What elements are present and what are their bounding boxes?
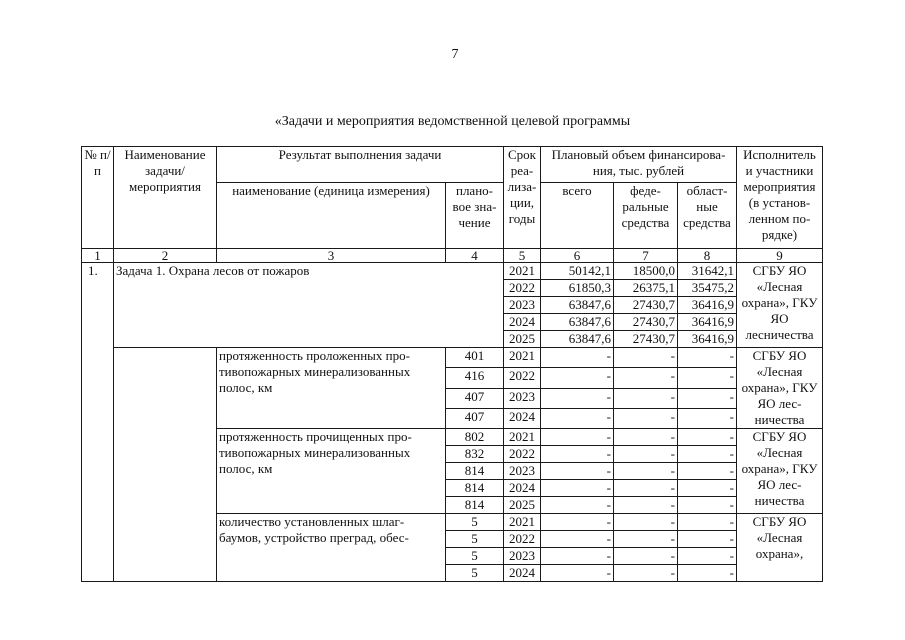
total-cell: - <box>541 463 614 480</box>
regional-cell: - <box>678 348 737 368</box>
total-cell: - <box>541 514 614 531</box>
page-number: 7 <box>451 47 459 62</box>
regional-cell: 31642,1 <box>678 263 737 280</box>
indicator-executor: СГБУ ЯО «Лесная охрана», ГКУ ЯО лес-ничества <box>737 348 823 429</box>
total-cell: - <box>541 348 614 368</box>
header-result-plan: плано-вое зна-чение <box>446 183 504 249</box>
total-cell: - <box>541 497 614 514</box>
regional-cell: - <box>678 446 737 463</box>
federal-cell: 18500,0 <box>614 263 678 280</box>
year-cell: 2022 <box>504 368 541 388</box>
total-cell: - <box>541 531 614 548</box>
indicator-row <box>82 348 823 368</box>
header-name: Наименование задачи/ мероприятия <box>114 147 217 249</box>
regional-cell: - <box>678 514 737 531</box>
regional-cell: - <box>678 497 737 514</box>
column-number-8: 8 <box>678 249 737 263</box>
total-cell: - <box>541 446 614 463</box>
federal-cell: - <box>614 548 678 565</box>
year-cell: 2023 <box>504 297 541 314</box>
year-cell: 2023 <box>504 463 541 480</box>
federal-cell: - <box>614 497 678 514</box>
header-executor: Исполнитель и участники мероприятия (в установ-ленном по-рядке) <box>737 147 823 249</box>
column-number-3: 3 <box>217 249 446 263</box>
year-cell: 2025 <box>504 331 541 348</box>
document-title: «Задачи и мероприятия ведомственной целевой программы <box>274 114 631 129</box>
regional-cell: - <box>678 531 737 548</box>
column-number-4: 4 <box>446 249 504 263</box>
regional-cell: - <box>678 429 737 446</box>
plan-value-cell: 401 <box>446 348 504 368</box>
header-result-name: наименование (единица измерения) <box>217 183 446 249</box>
regional-cell: - <box>678 463 737 480</box>
total-cell: - <box>541 548 614 565</box>
year-cell: 2021 <box>504 263 541 280</box>
regional-cell: - <box>678 565 737 582</box>
year-cell: 2021 <box>504 348 541 368</box>
plan-value-cell: 814 <box>446 497 504 514</box>
plan-value-cell: 5 <box>446 548 504 565</box>
federal-cell: - <box>614 388 678 408</box>
federal-cell: 27430,7 <box>614 314 678 331</box>
plan-value-cell: 407 <box>446 388 504 408</box>
federal-cell: - <box>614 348 678 368</box>
indicator-name: протяженность прочищенных про-тивопожарных минерализованных полос, км <box>217 429 446 514</box>
regional-cell: 36416,9 <box>678 297 737 314</box>
regional-cell: - <box>678 408 737 428</box>
federal-cell: - <box>614 368 678 388</box>
total-cell: 61850,3 <box>541 280 614 297</box>
year-cell: 2022 <box>504 446 541 463</box>
year-cell: 2024 <box>504 314 541 331</box>
regional-cell: - <box>678 388 737 408</box>
federal-cell: - <box>614 463 678 480</box>
header-total: всего <box>541 183 614 249</box>
year-cell: 2024 <box>504 480 541 497</box>
table-body <box>82 147 823 582</box>
task-name: Задача 1. Охрана лесов от пожаров <box>114 263 504 348</box>
task-executor: СГБУ ЯО «Лесная охрана», ГКУ ЯО лесничества <box>737 263 823 348</box>
plan-value-cell: 832 <box>446 446 504 463</box>
plan-value-cell: 407 <box>446 408 504 428</box>
total-cell: 63847,6 <box>541 297 614 314</box>
total-cell: - <box>541 388 614 408</box>
plan-value-cell: 5 <box>446 531 504 548</box>
federal-cell: 27430,7 <box>614 297 678 314</box>
plan-value-cell: 416 <box>446 368 504 388</box>
federal-cell: 26375,1 <box>614 280 678 297</box>
federal-cell: - <box>614 429 678 446</box>
column-number-2: 2 <box>114 249 217 263</box>
column-number-6: 6 <box>541 249 614 263</box>
plan-value-cell: 814 <box>446 463 504 480</box>
indicator-name: протяженность проложенных про-тивопожарных минерализованных полос, км <box>217 348 446 429</box>
column-numbers-row <box>82 249 823 263</box>
year-cell: 2024 <box>504 565 541 582</box>
header-row-1 <box>82 147 823 183</box>
regional-cell: - <box>678 480 737 497</box>
total-cell: - <box>541 408 614 428</box>
header-term: Срок реа-лиза-ции, годы <box>504 147 541 249</box>
federal-cell: 27430,7 <box>614 331 678 348</box>
federal-cell: - <box>614 565 678 582</box>
header-federal: феде-ральные средства <box>614 183 678 249</box>
total-cell: - <box>541 565 614 582</box>
plan-value-cell: 814 <box>446 480 504 497</box>
total-cell: - <box>541 480 614 497</box>
federal-cell: - <box>614 531 678 548</box>
indicator-executor: СГБУ ЯО «Лесная охрана», <box>737 514 823 582</box>
total-cell: - <box>541 429 614 446</box>
total-cell: 63847,6 <box>541 314 614 331</box>
plan-value-cell: 5 <box>446 565 504 582</box>
year-cell: 2023 <box>504 388 541 408</box>
header-funding: Плановый объем финансирова-ния, тыс. рублей <box>541 147 737 183</box>
year-cell: 2025 <box>504 497 541 514</box>
header-regional: област-ные средства <box>678 183 737 249</box>
task-number: 1. <box>82 263 114 582</box>
header-result: Результат выполнения задачи <box>217 147 504 183</box>
header-num: № п/п <box>82 147 114 249</box>
total-cell: 63847,6 <box>541 331 614 348</box>
federal-cell: - <box>614 514 678 531</box>
column-number-5: 5 <box>504 249 541 263</box>
plan-value-cell: 802 <box>446 429 504 446</box>
column-number-1: 1 <box>82 249 114 263</box>
total-cell: - <box>541 368 614 388</box>
indicator-executor: СГБУ ЯО «Лесная охрана», ГКУ ЯО лес-ничества <box>737 429 823 514</box>
federal-cell: - <box>614 446 678 463</box>
regional-cell: 36416,9 <box>678 314 737 331</box>
regional-cell: 36416,9 <box>678 331 737 348</box>
year-cell: 2024 <box>504 408 541 428</box>
column-number-9: 9 <box>737 249 823 263</box>
regional-cell: 35475,2 <box>678 280 737 297</box>
year-cell: 2021 <box>504 429 541 446</box>
year-cell: 2021 <box>504 514 541 531</box>
year-cell: 2022 <box>504 280 541 297</box>
regional-cell: - <box>678 548 737 565</box>
activity-name-blank <box>114 348 217 582</box>
federal-cell: - <box>614 480 678 497</box>
year-cell: 2022 <box>504 531 541 548</box>
indicator-name: количество установленных шлаг-баумов, устройство преград, обес- <box>217 514 446 582</box>
program-table <box>81 146 823 582</box>
total-cell: 50142,1 <box>541 263 614 280</box>
federal-cell: - <box>614 408 678 428</box>
task-row <box>82 263 823 280</box>
regional-cell: - <box>678 368 737 388</box>
column-number-7: 7 <box>614 249 678 263</box>
year-cell: 2023 <box>504 548 541 565</box>
plan-value-cell: 5 <box>446 514 504 531</box>
